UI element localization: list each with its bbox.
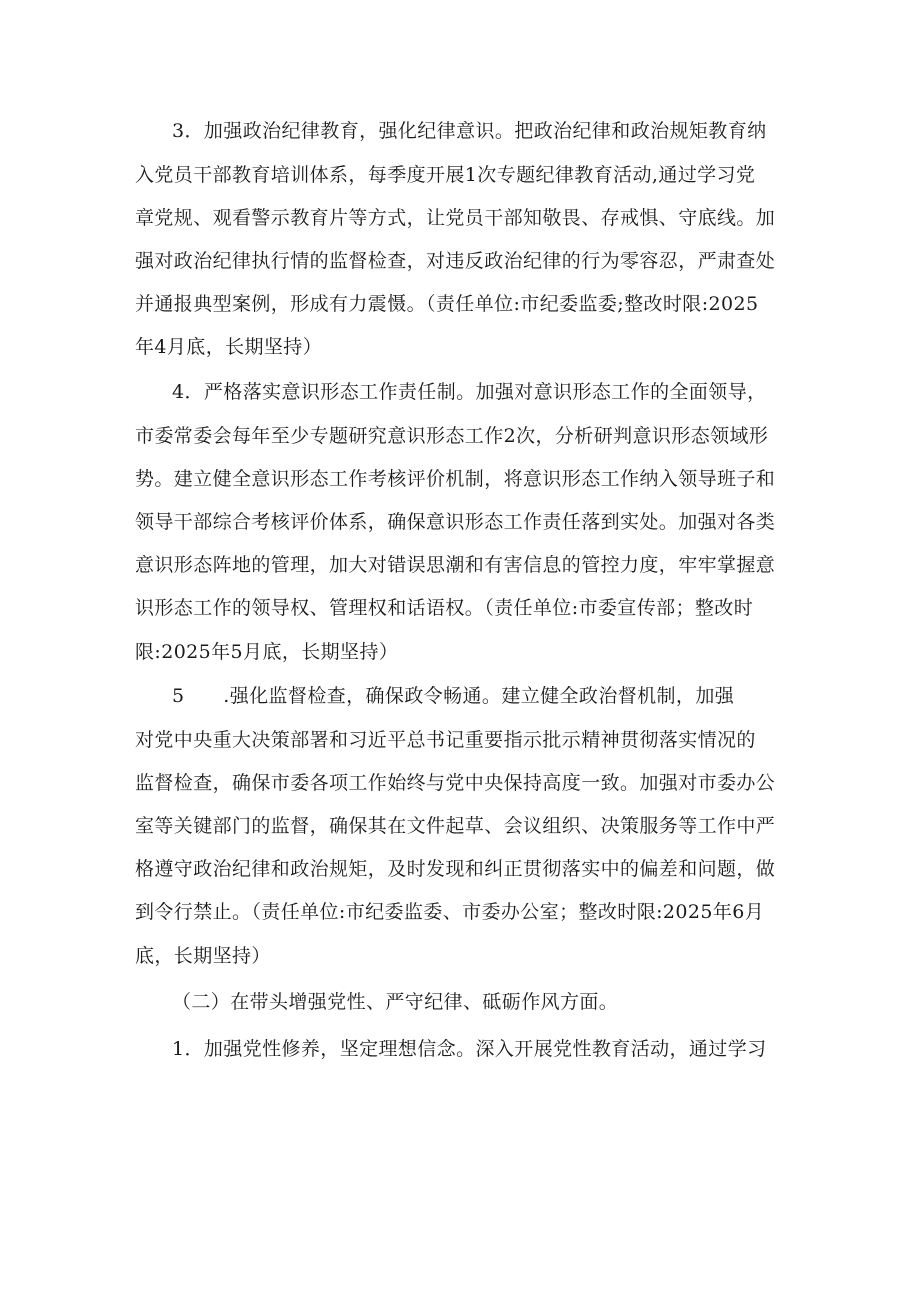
paragraph-3-line-3: 章党规、观看警示教育片等方式，让党员干部知敬畏、存戒惧、守底线。加 <box>135 207 776 229</box>
paragraph-4-line-3: 势。建立健全意识形态工作考核评价机制，将意识形态工作纳入领导班子和 <box>135 468 776 490</box>
paragraph-4-line-4: 领导干部综合考核评价体系，确保意识形态工作责任落到实处。加强对各类 <box>135 511 776 533</box>
paragraph-3-line-6: 年4月底，长期坚持） <box>135 336 323 358</box>
paragraph-5-line-4: 室等关键部门的监督，确保其在文件起草、会议组织、决策服务等工作中严 <box>135 815 776 837</box>
paragraph-3-line-5: 并通报典型案例，形成有力震慑。（责任单位:市纪委监委;整改时限:2025 <box>135 293 759 315</box>
paragraph-3-line-1: 3．加强政治纪律教育，强化纪律意识。把政治纪律和政治规矩教育纳 <box>172 120 767 142</box>
paragraph-4-line-1: 4．严格落实意识形态工作责任制。加强对意识形态工作的全面领导， <box>172 381 767 403</box>
paragraph-2-1-line-1: 1．加强党性修养，坚定理想信念。深入开展党性教育活动，通过学习 <box>172 1038 767 1060</box>
paragraph-5-line-5: 格遵守政治纪律和政治规矩，及时发现和纠正贯彻落实中的偏差和问题，做 <box>135 858 776 880</box>
paragraph-4-line-2: 市委常委会每年至少专题研究意识形态工作2次，分析研判意识形态领域形 <box>135 425 769 447</box>
paragraph-5-line-6: 到令行禁止。（责任单位:市纪委监委、市委办公室；整改时限:2025年6月 <box>135 901 765 923</box>
section-heading-2: （二）在带头增强党性、严守纪律、砥砺作风方面。 <box>172 991 619 1013</box>
paragraph-4-line-5: 意识形态阵地的管理，加大对错误思潮和有害信息的管控力度，牢牢掌握意 <box>135 554 776 576</box>
paragraph-5-line-7: 底，长期坚持） <box>135 945 271 967</box>
paragraph-5-line-2: 对党中央重大决策部署和习近平总书记重要指示批示精神贯彻落实情况的 <box>135 729 756 751</box>
paragraph-3-line-2: 入党员干部教育培训体系，每季度开展1次专题纪律教育活动,通过学习党 <box>135 164 756 186</box>
paragraph-4-line-7: 限:2025年5月底，长期坚持） <box>135 641 399 663</box>
paragraph-3-line-4: 强对政治纪律执行情的监督检查，对违反政治纪律的行为零容忍，严肃查处 <box>135 250 776 272</box>
paragraph-5-line-3: 监督检查，确保市委各项工作始终与党中央保持高度一致。加强对市委办公 <box>135 772 776 794</box>
paragraph-4-line-6: 识形态工作的领导权、管理权和话语权。（责任单位:市委宣传部；整改时 <box>135 597 754 619</box>
paragraph-5-line-1: 5 .强化监督检查，确保政令畅通。建立健全政治督机制，加强 <box>172 685 735 707</box>
